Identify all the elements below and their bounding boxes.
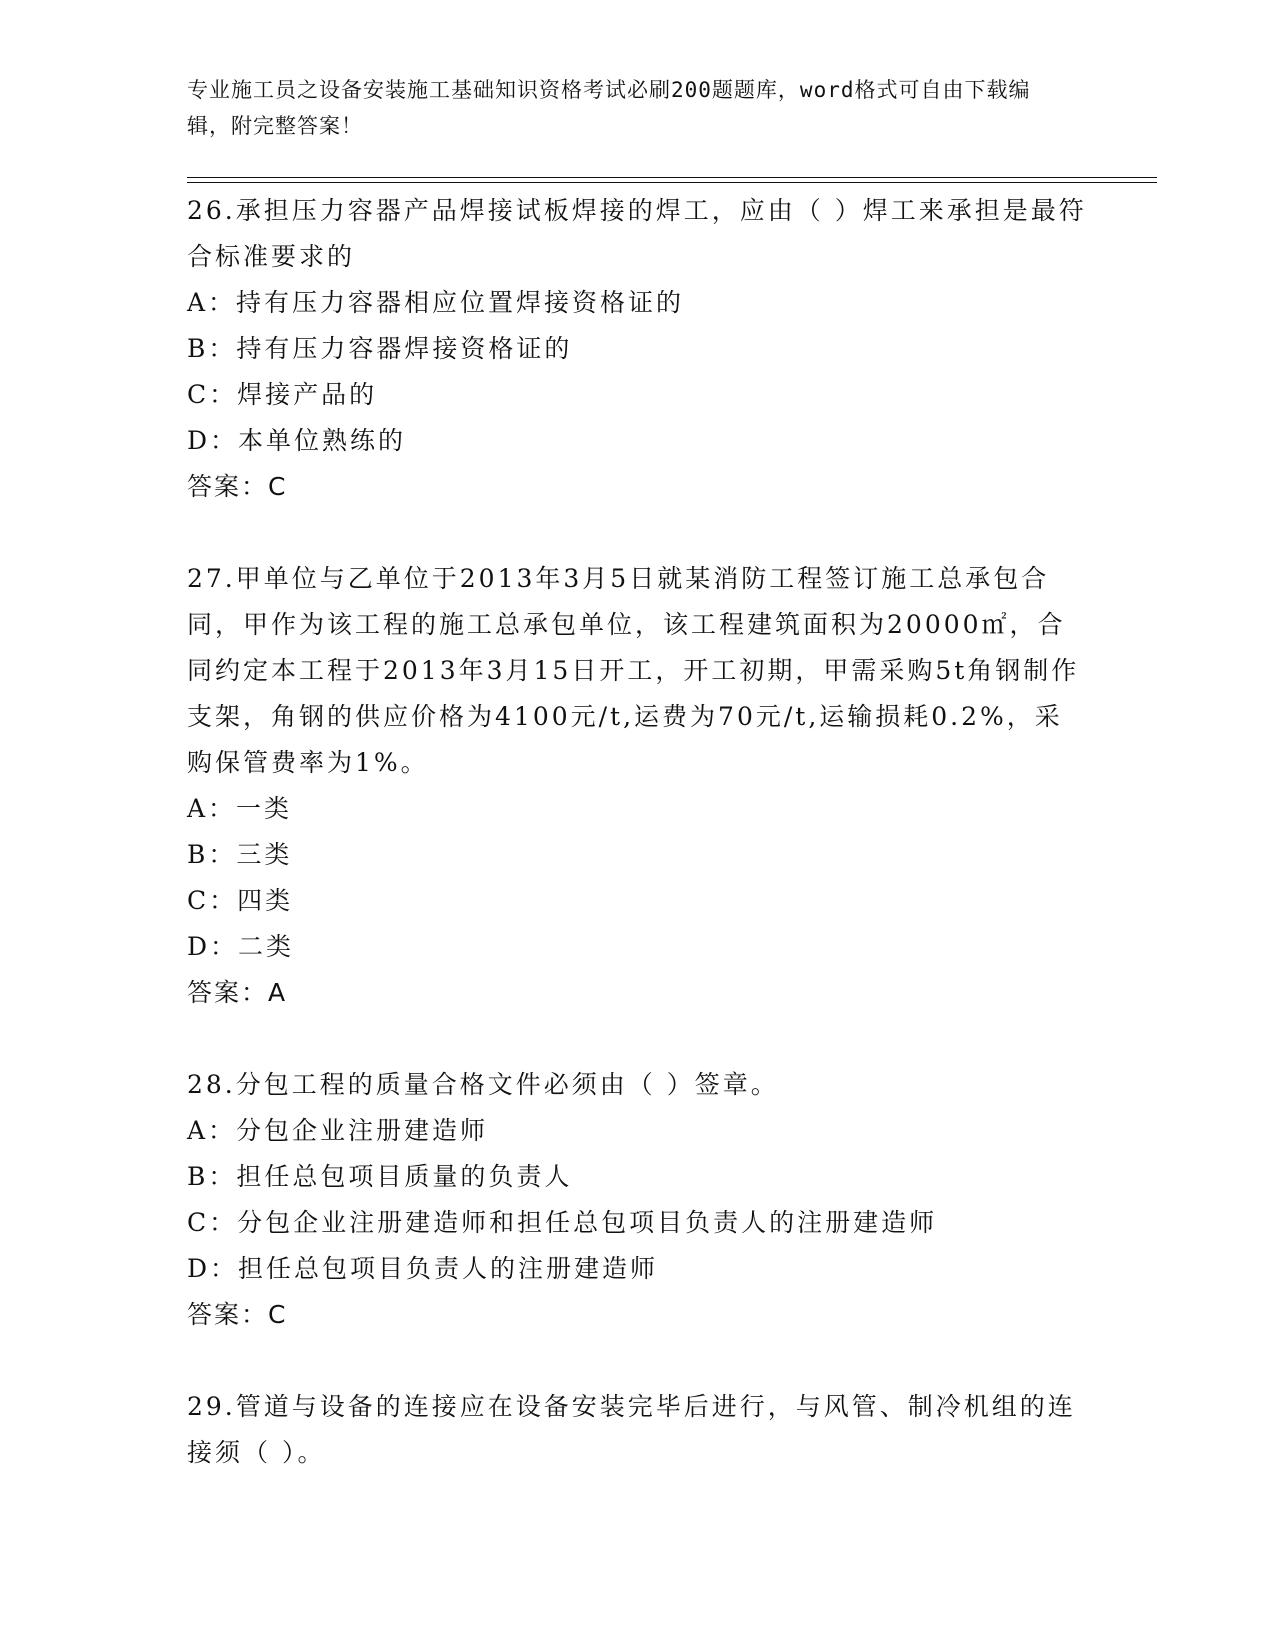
option-a: A：分包企业注册建造师	[187, 1116, 489, 1145]
question-26	[187, 188, 1087, 510]
question-text: 29.管道与设备的连接应在设备安装完毕后进行，与风管、制冷机组的连接须（ ）。	[187, 1392, 1076, 1467]
option-b: B：三类	[187, 840, 293, 869]
question-27	[187, 556, 1087, 1016]
option-d: D：本单位熟练的	[187, 426, 407, 455]
answer: 答案：A	[187, 978, 288, 1007]
option-c: C：焊接产品的	[187, 380, 378, 409]
question-text: 28.分包工程的质量合格文件必须由（ ）签章。	[187, 1070, 779, 1099]
question-text: 26.承担压力容器产品焊接试板焊接的焊工，应由（ ）焊工来承担是最符合标准要求的	[187, 196, 1087, 271]
question-28	[187, 1062, 1087, 1338]
question-text: 27.甲单位与乙单位于2013年3月5日就某消防工程签订施工总承包合同，甲作为该工程的施工总承包单位，该工程建筑面积为20000㎡，合同约定本工程于2013年3月15日开工，开工初期，甲需采购5t角钢制作支架，角钢的供应价格为4100元/t,运费为70元/t,运输损耗0.2%，采购保管费率为1%。	[187, 564, 1080, 777]
option-b: B：担任总包项目质量的负责人	[187, 1162, 573, 1191]
header-rule-top	[187, 177, 1157, 178]
question-gap	[187, 1016, 1087, 1062]
answer: 答案：C	[187, 1300, 288, 1329]
question-29	[187, 1384, 1087, 1476]
option-b: B：持有压力容器焊接资格证的	[187, 334, 573, 363]
answer: 答案：C	[187, 472, 288, 501]
option-d: D：担任总包项目负责人的注册建造师	[187, 1254, 659, 1283]
document-header: 专业施工员之设备安装施工基础知识资格考试必刷200题题库，word格式可自由下载编辑，附完整答案！	[187, 78, 1031, 138]
question-list	[187, 188, 1087, 1476]
option-c: C：四类	[187, 886, 294, 915]
header-rule-bottom	[187, 182, 1157, 183]
option-a: A：一类	[187, 794, 293, 823]
option-d: D：二类	[187, 932, 295, 961]
option-a: A：持有压力容器相应位置焊接资格证的	[187, 288, 685, 317]
question-gap	[187, 510, 1087, 556]
option-c: C：分包企业注册建造师和担任总包项目负责人的注册建造师	[187, 1208, 938, 1237]
question-gap	[187, 1338, 1087, 1384]
